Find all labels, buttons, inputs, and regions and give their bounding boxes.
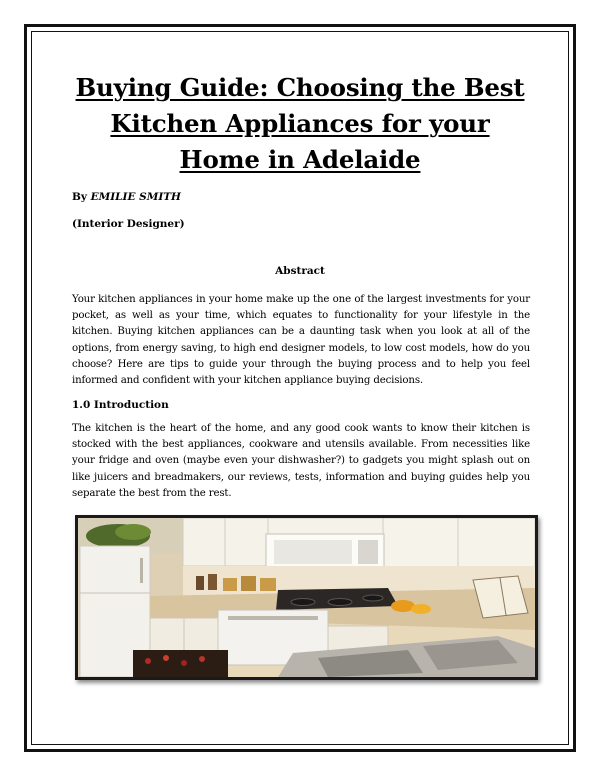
byline: [72, 191, 181, 203]
document-title: Buying Guide: Choosing the Best Kitchen Appliances for your Home in Adelaide: [75, 73, 525, 174]
author-role: (Interior Designer): [72, 218, 185, 230]
author-name: EMILIE SMITH: [90, 191, 181, 203]
section-paragraph: The kitchen is the heart of the home, and any good cook wants to know their kitchen is stocked with the best appliances, cookware and utensils available. From necessities like your fridge and oven (maybe even your dishwasher?) to gadgets you might splash out on like juicers and breadmakers, our reviews, tests, information and buying guides help you separate the best from the rest.: [72, 423, 530, 499]
kitchen-photo: [75, 515, 538, 680]
byline-prefix: By: [72, 191, 91, 203]
section-heading: 1.0 Introduction: [72, 399, 169, 411]
abstract-heading: Abstract: [275, 265, 325, 277]
abstract-paragraph: Your kitchen appliances in your home make up the one of the largest investments for your pocket, as well as your time, which equates to functionality for your lifestyle in the kitchen. Buying kitchen appliances can be a daunting task when you look at all of the options, from energy saving, to high end designer models, to low cost models, how do you choose? Here are tips to guide your through the buying process and to help you feel informed and confident with your kitchen appliance buying decisions.: [72, 294, 530, 387]
kitchen-illustration: [78, 518, 535, 677]
